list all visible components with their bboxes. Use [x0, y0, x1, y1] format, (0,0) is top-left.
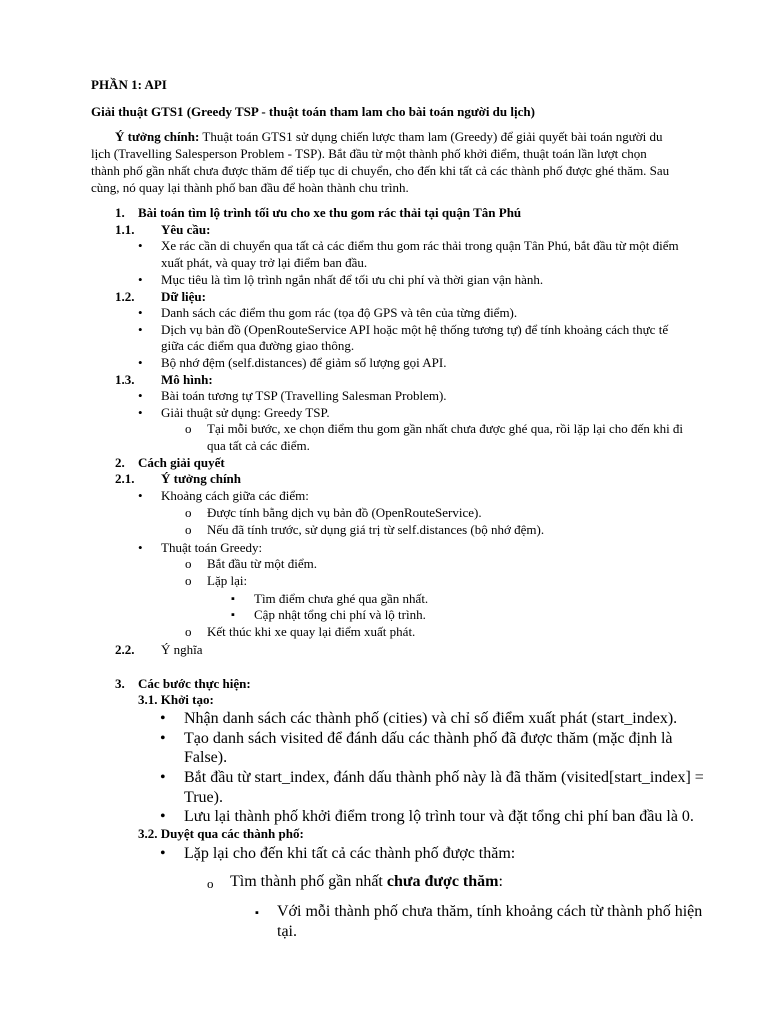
- bullet-icon: •: [138, 355, 143, 370]
- bullet-icon: •: [138, 322, 143, 337]
- requirement-item-1-line-2: xuất phát, và quay trở lại điểm ban đầu.: [161, 255, 368, 270]
- idea-item-2-sub-2-a: Tìm điểm chưa ghé qua gần nhất.: [254, 591, 429, 606]
- section-2-title: Cách giải quyết: [138, 455, 225, 470]
- section-3-number: 3.: [115, 676, 125, 691]
- square-bullet-icon: ▪: [231, 609, 235, 621]
- intro-line-4: cùng, nó quay lại thành phố ban đầu để hoàn thành chu trình.: [91, 180, 409, 195]
- traverse-item-1: Lặp lại cho đến khi tất cả các thành phố được thăm:: [184, 845, 516, 862]
- model-item-2: Giải thuật sử dụng: Greedy TSP.: [161, 405, 330, 420]
- traverse-subsubitem-line-2: tại.: [277, 923, 297, 940]
- model-item-1: Bài toán tương tự TSP (Travelling Salesman Problem).: [161, 388, 447, 403]
- intro-line-3: thành phố gần nhất chưa được thăm để tiếp tục di chuyển, cho đến khi tất cả các thành phố được ghé thăm. Sau: [91, 163, 670, 178]
- traverse-subitem: [230, 872, 503, 892]
- bullet-icon: •: [160, 845, 166, 862]
- traverse-subitem-bold: chưa được thăm: [386, 873, 499, 890]
- model-subitem-line-1: Tại mỗi bước, xe chọn điểm thu gom gần nhất chưa được ghé qua, rồi lặp lại cho đến khi đi: [207, 421, 684, 436]
- section-2-number: 2.: [115, 455, 125, 470]
- circle-bullet-icon: o: [185, 624, 192, 639]
- requirement-item-2: Mục tiêu là tìm lộ trình ngắn nhất để tối ưu chi phí và thời gian vận hành.: [161, 272, 544, 287]
- requirement-item-1-line-1: Xe rác cần di chuyển qua tất cả các điểm thu gom rác thải trong quận Tân Phú, bắt đầu từ một điểm: [161, 238, 679, 253]
- model-subitem-line-2: qua tất cả các điểm.: [207, 438, 310, 453]
- circle-bullet-icon: o: [185, 505, 192, 520]
- section-1-1-number: 1.1.: [115, 222, 135, 237]
- section-1-2-number: 1.2.: [115, 289, 135, 304]
- section-1-3-title: Mô hình:: [161, 372, 213, 387]
- section-2-2-title: Ý nghĩa: [161, 642, 203, 657]
- page-heading: PHẦN 1: API: [91, 77, 167, 92]
- section-1-3-number: 1.3.: [115, 372, 135, 387]
- init-item-2-line-1: Tạo danh sách visited để đánh dấu các thành phố đã được thăm (mặc định là: [184, 730, 673, 747]
- section-2-1-number: 2.1.: [115, 471, 135, 486]
- bullet-icon: •: [138, 388, 143, 403]
- idea-item-2: Thuật toán Greedy:: [161, 540, 263, 555]
- data-item-1: Danh sách các điểm thu gom rác (tọa độ GPS và tên của từng điểm).: [161, 305, 518, 320]
- traverse-subsubitem-line-1: Với mỗi thành phố chưa thăm, tính khoảng cách từ thành phố hiện: [277, 903, 703, 920]
- idea-item-2-sub-1: Bắt đầu từ một điểm.: [207, 556, 317, 571]
- init-item-1: Nhận danh sách các thành phố (cities) và chỉ số điểm xuất phát (start_index).: [184, 710, 678, 727]
- idea-item-1: Khoảng cách giữa các điểm:: [161, 488, 309, 503]
- section-3-2-title: 3.2. Duyệt qua các thành phố:: [138, 826, 304, 841]
- intro-text-1: Thuật toán GTS1 sử dụng chiến lược tham lam (Greedy) để giải quyết bài toán người du: [202, 129, 663, 144]
- data-item-2-line-1: Dịch vụ bản đồ (OpenRouteService API hoặc một hệ thống tương tự) để tính khoảng cách thực tế: [161, 322, 669, 337]
- intro-line-2: lịch (Travelling Salesperson Problem - TSP). Bắt đầu từ một thành phố khởi điểm, thuật toán lần lượt chọn: [91, 146, 647, 161]
- traverse-subitem-text: Tìm thành phố gần nhất: [230, 873, 387, 890]
- circle-bullet-icon: o: [185, 573, 192, 588]
- section-1-1-title: Yêu cầu:: [161, 222, 211, 237]
- circle-bullet-icon: o: [185, 522, 192, 537]
- idea-item-2-sub-3: Kết thúc khi xe quay lại điểm xuất phát.: [207, 624, 416, 639]
- idea-item-2-sub-2: Lặp lại:: [207, 573, 248, 588]
- section-2-2-number: 2.2.: [115, 642, 135, 657]
- init-item-2-line-2: False).: [184, 749, 228, 766]
- bullet-icon: •: [138, 488, 143, 503]
- bullet-icon: •: [138, 272, 143, 287]
- init-item-4: Lưu lại thành phố khởi điểm trong lộ trình tour và đặt tổng chi phí ban đầu là 0.: [184, 808, 694, 825]
- idea-item-2-sub-2-b: Cập nhật tổng chi phí và lộ trình.: [254, 607, 426, 622]
- bullet-icon: •: [138, 238, 143, 253]
- section-1-number: 1.: [115, 205, 125, 220]
- idea-item-1-sub-2: Nếu đã tính trước, sử dụng giá trị từ self.distances (bộ nhớ đệm).: [207, 522, 545, 537]
- section-1-title: Bài toán tìm lộ trình tối ưu cho xe thu gom rác thải tại quận Tân Phú: [138, 205, 522, 220]
- init-item-3-line-1: Bắt đầu từ start_index, đánh dấu thành phố này là đã thăm (visited[start_index] =: [184, 769, 704, 786]
- init-item-3-line-2: True).: [184, 789, 223, 806]
- bullet-icon: •: [160, 730, 166, 747]
- bullet-icon: •: [160, 769, 166, 786]
- circle-bullet-icon: o: [207, 876, 214, 891]
- idea-item-1-sub-1: Được tính bằng dịch vụ bản đồ (OpenRouteService).: [207, 505, 482, 520]
- algorithm-title: Giải thuật GTS1 (Greedy TSP - thuật toán tham lam cho bài toán người du lịch): [91, 104, 535, 119]
- circle-bullet-icon: o: [185, 421, 192, 436]
- intro-line-1: [115, 129, 663, 146]
- data-item-2-line-2: giữa các điểm qua đường giao thông.: [161, 338, 355, 353]
- traverse-subitem-colon: :: [498, 873, 503, 890]
- bullet-icon: •: [160, 710, 166, 727]
- square-bullet-icon: ▪: [255, 907, 259, 919]
- bullet-icon: •: [160, 808, 166, 825]
- square-bullet-icon: ▪: [231, 593, 235, 605]
- bullet-icon: •: [138, 305, 143, 320]
- bullet-icon: •: [138, 405, 143, 420]
- section-1-2-title: Dữ liệu:: [161, 289, 206, 304]
- section-3-1-title: 3.1. Khởi tạo:: [138, 692, 214, 707]
- bullet-icon: •: [138, 540, 143, 555]
- circle-bullet-icon: o: [185, 556, 192, 571]
- data-item-3: Bộ nhớ đệm (self.distances) để giảm số lượng gọi API.: [161, 355, 447, 370]
- intro-label: Ý tưởng chính:: [115, 129, 200, 144]
- section-2-1-title: Ý tưởng chính: [161, 471, 242, 486]
- section-3-title: Các bước thực hiện:: [138, 676, 251, 691]
